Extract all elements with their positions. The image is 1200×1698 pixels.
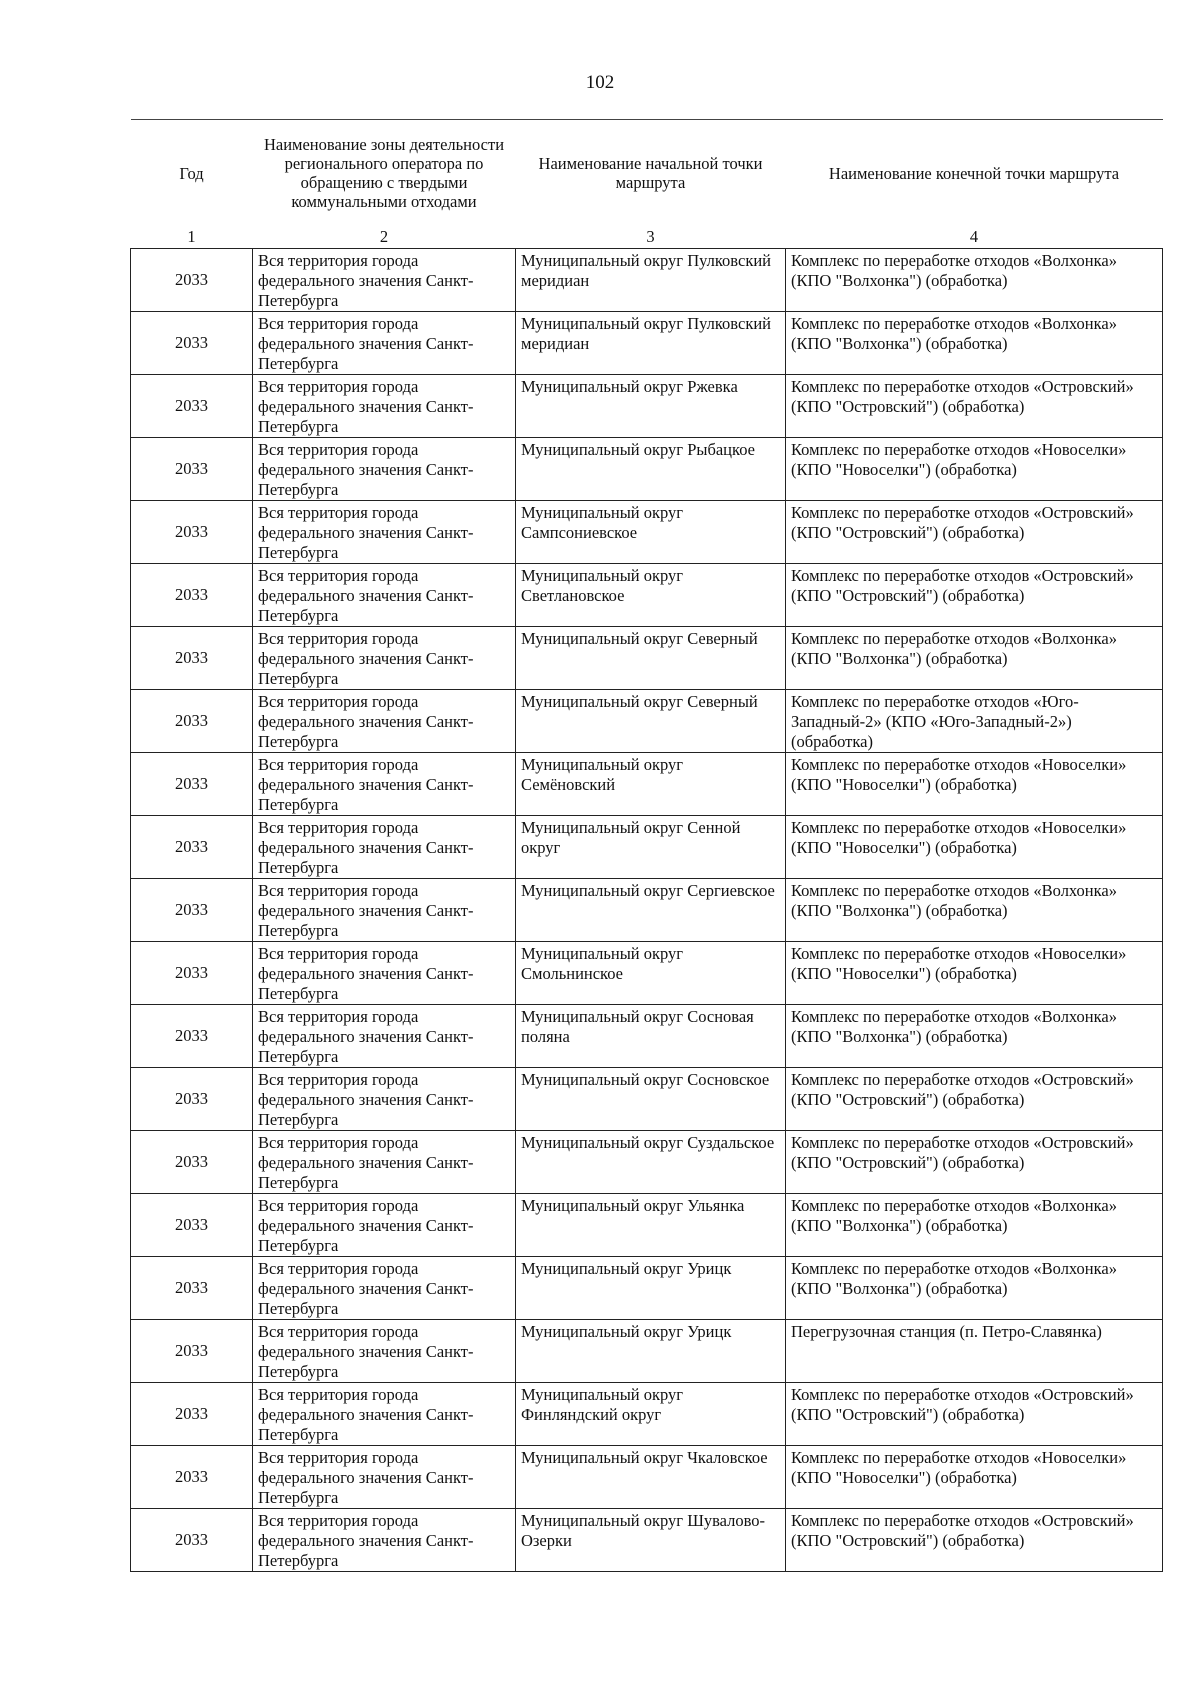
end-point-cell: Комплекс по переработке отходов «Островский» (КПО "Островский") (обработка) bbox=[786, 1131, 1163, 1194]
year-cell: 2033 bbox=[131, 1509, 253, 1572]
year-cell: 2033 bbox=[131, 1194, 253, 1257]
table-row bbox=[131, 1446, 1163, 1509]
end-point-cell: Комплекс по переработке отходов «Новоселки» (КПО "Новоселки") (обработка) bbox=[786, 753, 1163, 816]
year-cell: 2033 bbox=[131, 879, 253, 942]
year-cell: 2033 bbox=[131, 249, 253, 312]
zone-cell: Вся территория города федерального значения Санкт-Петербурга bbox=[253, 375, 516, 438]
column-number: 3 bbox=[646, 227, 655, 246]
end-point-cell: Перегрузочная станция (п. Петро-Славянка) bbox=[786, 1320, 1163, 1383]
header-row bbox=[131, 120, 1163, 227]
start-point-cell: Муниципальный округ Пулковский меридиан bbox=[516, 249, 786, 312]
table-row bbox=[131, 753, 1163, 816]
year-cell: 2033 bbox=[131, 1257, 253, 1320]
header-zone: Наименование зоны деятельности регионального оператора по обращению с твердыми коммунальными отходами bbox=[253, 120, 516, 227]
zone-cell: Вся территория города федерального значения Санкт-Петербурга bbox=[253, 438, 516, 501]
start-point-cell: Муниципальный округ Финляндский округ bbox=[516, 1383, 786, 1446]
start-point-cell: Муниципальный округ Шувалово-Озерки bbox=[516, 1509, 786, 1572]
start-point-cell: Муниципальный округ Смольнинское bbox=[516, 942, 786, 1005]
start-point-cell: Муниципальный округ Ульянка bbox=[516, 1194, 786, 1257]
zone-cell: Вся территория города федерального значения Санкт-Петербурга bbox=[253, 312, 516, 375]
column-number: 1 bbox=[187, 227, 196, 246]
end-point-cell: Комплекс по переработке отходов «Волхонка» (КПО "Волхонка") (обработка) bbox=[786, 312, 1163, 375]
year-cell: 2033 bbox=[131, 312, 253, 375]
start-point-cell: Муниципальный округ Северный bbox=[516, 627, 786, 690]
column-number: 2 bbox=[379, 227, 389, 246]
year-cell: 2033 bbox=[131, 1383, 253, 1446]
header-start-point: Наименование начальной точки маршрута bbox=[516, 120, 786, 227]
column-number-row bbox=[131, 226, 1163, 249]
end-point-cell: Комплекс по переработке отходов «Островский» (КПО "Островский") (обработка) bbox=[786, 375, 1163, 438]
routes-table bbox=[130, 119, 1163, 1572]
end-point-cell: Комплекс по переработке отходов «Островский» (КПО "Островский") (обработка) bbox=[786, 1383, 1163, 1446]
table-row bbox=[131, 942, 1163, 1005]
year-cell: 2033 bbox=[131, 501, 253, 564]
table-row bbox=[131, 627, 1163, 690]
zone-cell: Вся территория города федерального значения Санкт-Петербурга bbox=[253, 1320, 516, 1383]
zone-cell: Вся территория города федерального значения Санкт-Петербурга bbox=[253, 1068, 516, 1131]
zone-cell: Вся территория города федерального значения Санкт-Петербурга bbox=[253, 690, 516, 753]
column-number: 4 bbox=[969, 227, 979, 246]
start-point-cell: Муниципальный округ Семёновский bbox=[516, 753, 786, 816]
zone-cell: Вся территория города федерального значения Санкт-Петербурга bbox=[253, 564, 516, 627]
start-point-cell: Муниципальный округ Пулковский меридиан bbox=[516, 312, 786, 375]
year-cell: 2033 bbox=[131, 690, 253, 753]
end-point-cell: Комплекс по переработке отходов «Новоселки» (КПО "Новоселки") (обработка) bbox=[786, 942, 1163, 1005]
table-row bbox=[131, 879, 1163, 942]
year-cell: 2033 bbox=[131, 942, 253, 1005]
zone-cell: Вся территория города федерального значения Санкт-Петербурга bbox=[253, 816, 516, 879]
table-row bbox=[131, 1194, 1163, 1257]
end-point-cell: Комплекс по переработке отходов «Островский» (КПО "Островский") (обработка) bbox=[786, 564, 1163, 627]
start-point-cell: Муниципальный округ Сосновское bbox=[516, 1068, 786, 1131]
zone-cell: Вся территория города федерального значения Санкт-Петербурга bbox=[253, 627, 516, 690]
zone-cell: Вся территория города федерального значения Санкт-Петербурга bbox=[253, 942, 516, 1005]
zone-cell: Вся территория города федерального значения Санкт-Петербурга bbox=[253, 879, 516, 942]
end-point-cell: Комплекс по переработке отходов «Волхонка» (КПО "Волхонка") (обработка) bbox=[786, 1257, 1163, 1320]
end-point-cell: Комплекс по переработке отходов «Новоселки» (КПО "Новоселки") (обработка) bbox=[786, 438, 1163, 501]
start-point-cell: Муниципальный округ Светлановское bbox=[516, 564, 786, 627]
end-point-cell: Комплекс по переработке отходов «Островский» (КПО "Островский") (обработка) bbox=[786, 1068, 1163, 1131]
table-row bbox=[131, 1131, 1163, 1194]
year-cell: 2033 bbox=[131, 1068, 253, 1131]
zone-cell: Вся территория города федерального значения Санкт-Петербурга bbox=[253, 1383, 516, 1446]
table-row bbox=[131, 375, 1163, 438]
year-cell: 2033 bbox=[131, 627, 253, 690]
start-point-cell: Муниципальный округ Урицк bbox=[516, 1257, 786, 1320]
table-row bbox=[131, 1509, 1163, 1572]
year-cell: 2033 bbox=[131, 564, 253, 627]
header-year: Год bbox=[131, 120, 253, 227]
table-row bbox=[131, 501, 1163, 564]
start-point-cell: Муниципальный округ Ржевка bbox=[516, 375, 786, 438]
end-point-cell: Комплекс по переработке отходов «Островский» (КПО "Островский") (обработка) bbox=[786, 501, 1163, 564]
year-cell: 2033 bbox=[131, 753, 253, 816]
table-row bbox=[131, 1068, 1163, 1131]
header-end-point: Наименование конечной точки маршрута bbox=[786, 120, 1163, 227]
start-point-cell: Муниципальный округ Рыбацкое bbox=[516, 438, 786, 501]
table-row bbox=[131, 1383, 1163, 1446]
table-row bbox=[131, 690, 1163, 753]
zone-cell: Вся территория города федерального значения Санкт-Петербурга bbox=[253, 1509, 516, 1572]
end-point-cell: Комплекс по переработке отходов «Новоселки» (КПО "Новоселки") (обработка) bbox=[786, 816, 1163, 879]
zone-cell: Вся территория города федерального значения Санкт-Петербурга bbox=[253, 1446, 516, 1509]
zone-cell: Вся территория города федерального значения Санкт-Петербурга bbox=[253, 1257, 516, 1320]
zone-cell: Вся территория города федерального значения Санкт-Петербурга bbox=[253, 1131, 516, 1194]
end-point-cell: Комплекс по переработке отходов «Волхонка» (КПО "Волхонка") (обработка) bbox=[786, 1005, 1163, 1068]
year-cell: 2033 bbox=[131, 1131, 253, 1194]
start-point-cell: Муниципальный округ Северный bbox=[516, 690, 786, 753]
table-row bbox=[131, 312, 1163, 375]
start-point-cell: Муниципальный округ Урицк bbox=[516, 1320, 786, 1383]
table-row bbox=[131, 564, 1163, 627]
year-cell: 2033 bbox=[131, 1446, 253, 1509]
start-point-cell: Муниципальный округ Сергиевское bbox=[516, 879, 786, 942]
zone-cell: Вся территория города федерального значения Санкт-Петербурга bbox=[253, 1005, 516, 1068]
table-row bbox=[131, 1257, 1163, 1320]
table-row bbox=[131, 816, 1163, 879]
table-row bbox=[131, 249, 1163, 312]
zone-cell: Вся территория города федерального значения Санкт-Петербурга bbox=[253, 1194, 516, 1257]
table-row bbox=[131, 1320, 1163, 1383]
table-row bbox=[131, 438, 1163, 501]
year-cell: 2033 bbox=[131, 1320, 253, 1383]
start-point-cell: Муниципальный округ Суздальское bbox=[516, 1131, 786, 1194]
year-cell: 2033 bbox=[131, 438, 253, 501]
end-point-cell: Комплекс по переработке отходов «Волхонка» (КПО "Волхонка") (обработка) bbox=[786, 1194, 1163, 1257]
page-number: 102 bbox=[585, 72, 615, 93]
end-point-cell: Комплекс по переработке отходов «Островский» (КПО "Островский") (обработка) bbox=[786, 1509, 1163, 1572]
table-body bbox=[131, 249, 1163, 1572]
end-point-cell: Комплекс по переработке отходов «Волхонка» (КПО "Волхонка") (обработка) bbox=[786, 879, 1163, 942]
start-point-cell: Муниципальный округ Сампсониевское bbox=[516, 501, 786, 564]
zone-cell: Вся территория города федерального значения Санкт-Петербурга bbox=[253, 249, 516, 312]
year-cell: 2033 bbox=[131, 375, 253, 438]
end-point-cell: Комплекс по переработке отходов «Юго-Западный-2» (КПО «Юго-Западный-2») (обработка) bbox=[786, 690, 1163, 753]
zone-cell: Вся территория города федерального значения Санкт-Петербурга bbox=[253, 753, 516, 816]
table-row bbox=[131, 1005, 1163, 1068]
start-point-cell: Муниципальный округ Чкаловское bbox=[516, 1446, 786, 1509]
end-point-cell: Комплекс по переработке отходов «Волхонка» (КПО "Волхонка") (обработка) bbox=[786, 627, 1163, 690]
start-point-cell: Муниципальный округ Сосновая поляна bbox=[516, 1005, 786, 1068]
end-point-cell: Комплекс по переработке отходов «Волхонка» (КПО "Волхонка") (обработка) bbox=[786, 249, 1163, 312]
zone-cell: Вся территория города федерального значения Санкт-Петербурга bbox=[253, 501, 516, 564]
end-point-cell: Комплекс по переработке отходов «Новоселки» (КПО "Новоселки") (обработка) bbox=[786, 1446, 1163, 1509]
year-cell: 2033 bbox=[131, 1005, 253, 1068]
start-point-cell: Муниципальный округ Сенной округ bbox=[516, 816, 786, 879]
year-cell: 2033 bbox=[131, 816, 253, 879]
